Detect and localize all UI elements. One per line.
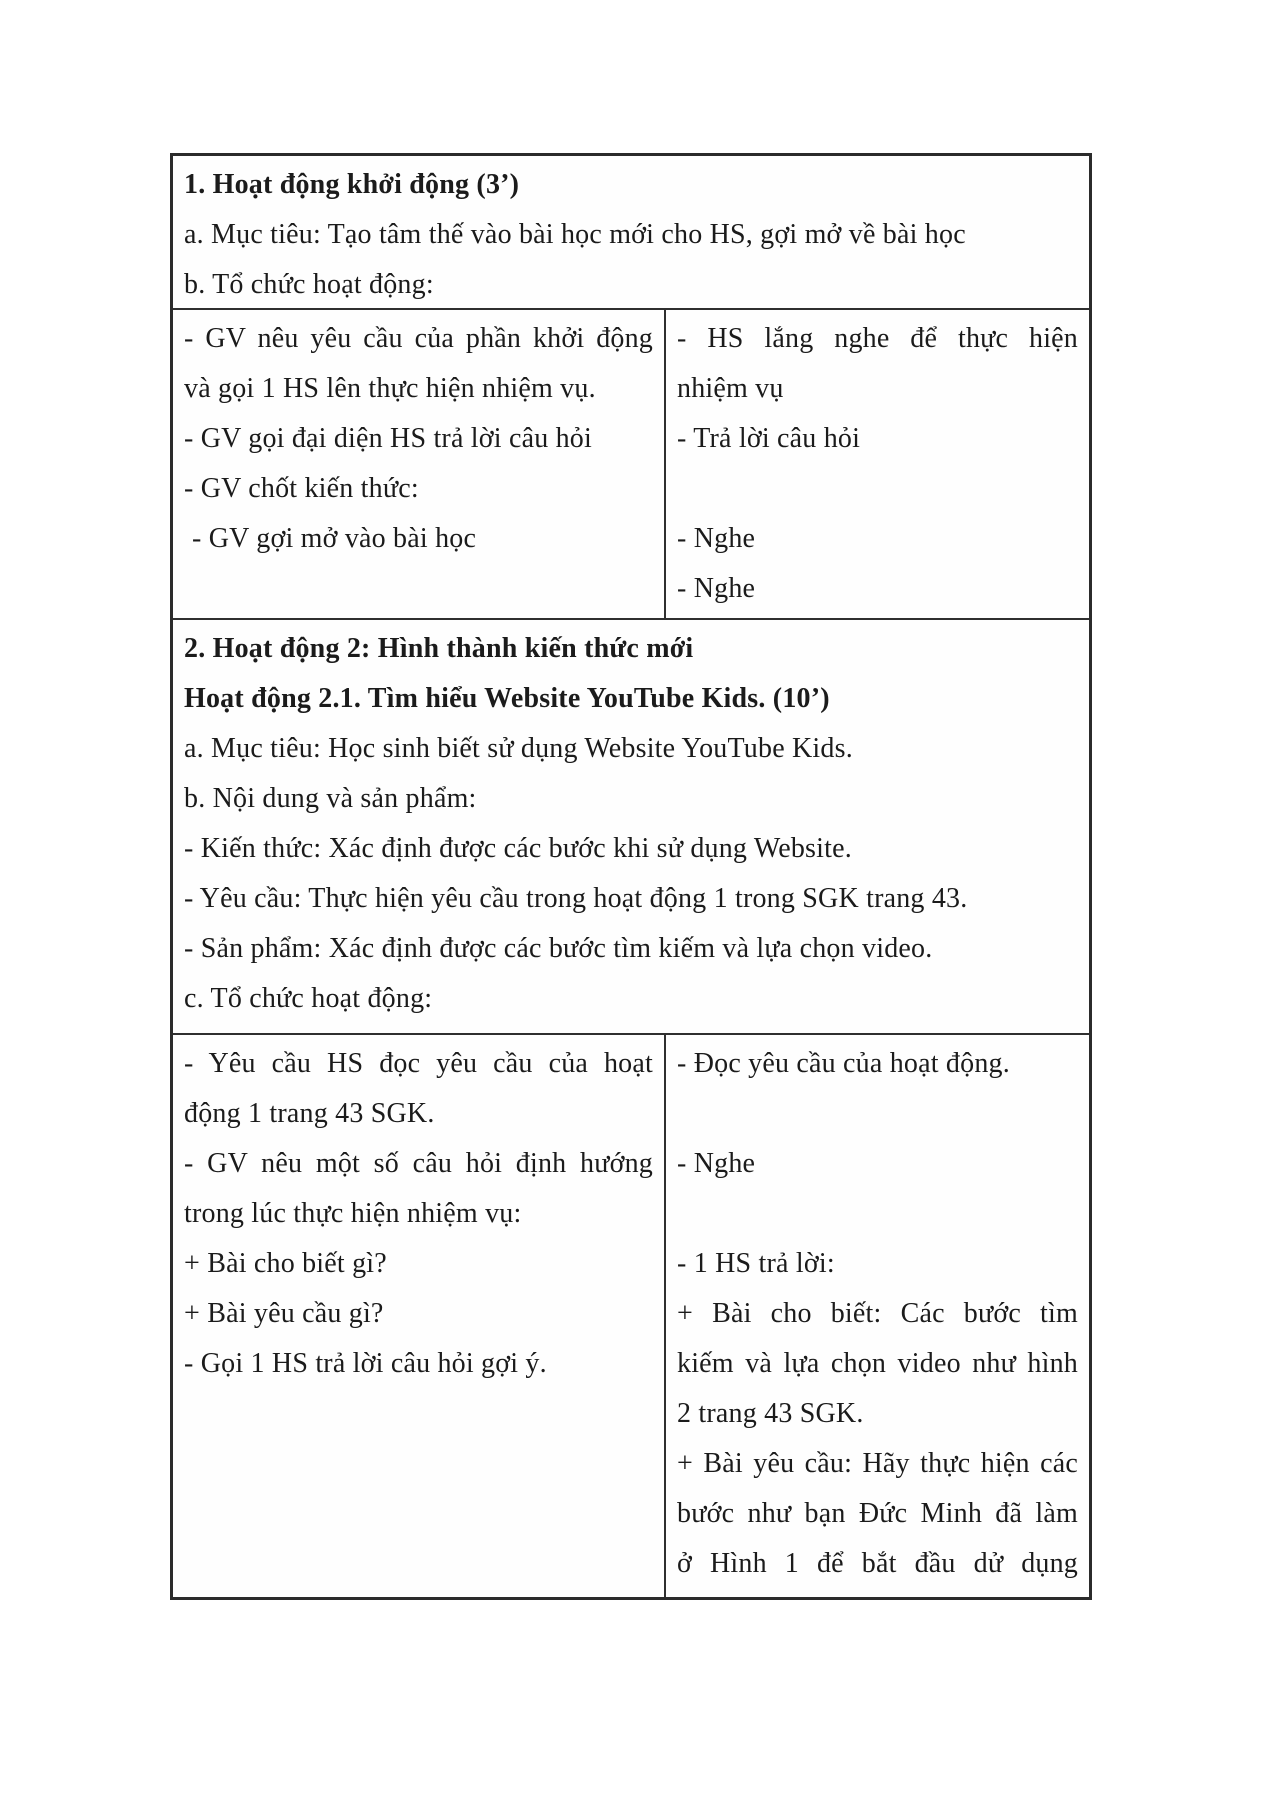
activity2-subtitle: Hoạt động 2.1. Tìm hiểu Website YouTube Kids. (10’) [184,683,830,714]
text-line: + Bài cho biết: Các bước tìm [677,1298,1078,1329]
text-line: + Bài cho biết gì? [184,1248,387,1279]
text-line: - Nghe [677,523,756,554]
activity1-organize-label: b. Tổ chức hoạt động: [184,269,434,300]
activity2-student-cell [666,1035,1089,1597]
activity2-requirement: - Yêu cầu: Thực hiện yêu cầu trong hoạt động 1 trong SGK trang 43. [184,883,968,914]
activity2-content-label: b. Nội dung và sản phẩm: [184,783,477,814]
text-line: - GV gọi đại diện HS trả lời câu hỏi [184,423,592,454]
activity1-teacher-cell [173,310,666,618]
activity2-header-row [173,618,1089,1033]
text-line: - Yêu cầu HS đọc yêu cầu của hoạt [184,1048,653,1079]
text-line: bước như bạn Đức Minh đã làm [677,1498,1078,1529]
activity1-header-row [173,156,1089,308]
text-line: + Bài yêu cầu gì? [184,1298,384,1329]
text-line: - GV nêu một số câu hỏi định hướng [184,1148,653,1179]
text-line: và gọi 1 HS lên thực hiện nhiệm vụ. [184,373,596,404]
activity2-teacher-cell [173,1035,666,1597]
text-line: nhiệm vụ [677,373,784,404]
text-line: - GV chốt kiến thức: [184,473,419,504]
text-line: + Bài yêu cầu: Hãy thực hiện các [677,1448,1078,1479]
text-line: ở Hình 1 để bắt đầu dử dụng [677,1548,1078,1579]
text-line: - Đọc yêu cầu của hoạt động. [677,1048,1010,1079]
text-line: 2 trang 43 SGK. [677,1398,864,1429]
activity1-body-row [173,308,1089,618]
text-line: - Trả lời câu hỏi [677,423,861,454]
text-line: - GV nêu yêu cầu của phần khởi động [184,323,653,354]
text-line: - Nghe [677,573,756,604]
activity2-body-row [173,1033,1089,1597]
text-line: - Nghe [677,1148,756,1179]
activity1-student-cell [666,310,1089,618]
activity1-objective: a. Mục tiêu: Tạo tâm thế vào bài học mới cho HS, gợi mở về bài học [184,219,966,250]
blank-line [677,464,1078,514]
text-line: trong lúc thực hiện nhiệm vụ: [184,1198,522,1229]
activity2-product: - Sản phẩm: Xác định được các bước tìm kiếm và lựa chọn video. [184,933,933,964]
lesson-plan-table [170,153,1092,1600]
text-line: - Gọi 1 HS trả lời câu hỏi gợi ý. [184,1348,547,1379]
activity2-objective: a. Mục tiêu: Học sinh biết sử dụng Website YouTube Kids. [184,733,853,764]
text-line: - HS lắng nghe để thực hiện [677,323,1078,354]
activity2-knowledge: - Kiến thức: Xác định được các bước khi sử dụng Website. [184,833,852,864]
blank-line [677,1089,1078,1139]
activity1-title: 1. Hoạt động khởi động (3’) [184,169,520,200]
text-line: - 1 HS trả lời: [677,1248,835,1279]
activity2-title: 2. Hoạt động 2: Hình thành kiến thức mới [184,633,694,664]
blank-line [677,1189,1078,1239]
text-line: động 1 trang 43 SGK. [184,1098,435,1129]
activity2-organize-label: c. Tổ chức hoạt động: [184,983,433,1014]
text-line: kiếm và lựa chọn video như hình [677,1348,1078,1379]
text-line: - GV gợi mở vào bài học [192,523,477,554]
